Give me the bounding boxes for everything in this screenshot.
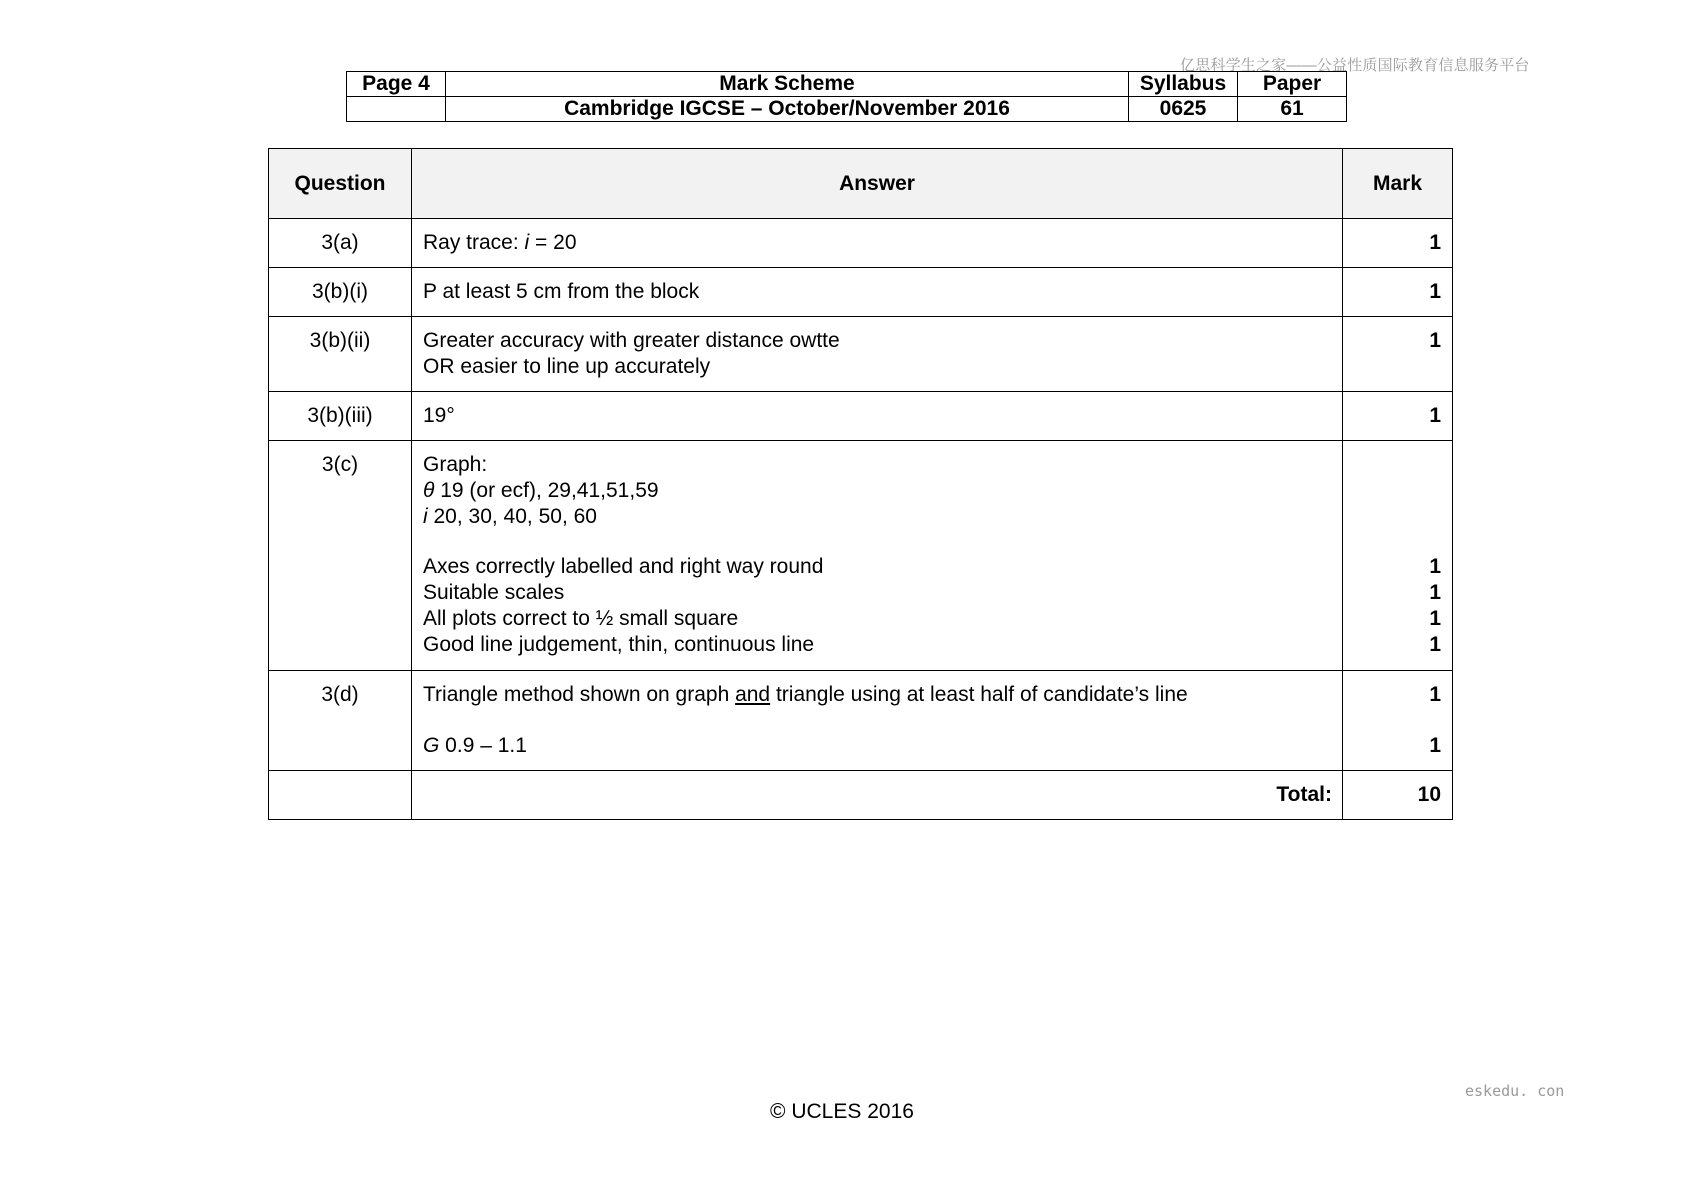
question-cell: 3(b)(ii) bbox=[269, 317, 412, 392]
header-table bbox=[346, 71, 1347, 122]
table-row bbox=[269, 671, 1453, 771]
mark-cell: 1 bbox=[1343, 268, 1453, 317]
answer-cell bbox=[412, 441, 1343, 671]
i-symbol: i bbox=[423, 505, 428, 528]
total-value: 10 bbox=[1343, 771, 1453, 820]
answer-line bbox=[423, 682, 1332, 708]
mark-value: 1 bbox=[1429, 555, 1441, 578]
answer-line: Greater accuracy with greater distance owtte bbox=[423, 329, 840, 352]
criterion-line: Good line judgement, thin, continuous line bbox=[423, 633, 815, 656]
header-paper-value: 61 bbox=[1238, 97, 1347, 122]
total-label: Total: bbox=[412, 771, 1343, 820]
answer-text: triangle using at least half of candidate’s line bbox=[770, 683, 1188, 706]
mark-cell bbox=[1343, 671, 1453, 771]
answer-symbol-i: i bbox=[524, 231, 530, 254]
mark-value: 1 bbox=[1429, 633, 1441, 656]
mark-value: 1 bbox=[1429, 607, 1441, 630]
mark-spacer bbox=[1343, 452, 1441, 478]
header-title: Mark Scheme bbox=[446, 72, 1129, 97]
question-cell: 3(d) bbox=[269, 671, 412, 771]
answer-text: Ray trace: bbox=[423, 231, 525, 254]
table-row bbox=[269, 441, 1453, 671]
header-syllabus-label: Syllabus bbox=[1129, 72, 1238, 97]
spacer bbox=[1343, 530, 1441, 554]
answer-cell bbox=[412, 219, 1343, 268]
header-empty-cell bbox=[347, 97, 446, 122]
mark-scheme-table bbox=[268, 148, 1453, 820]
theta-values: 19 (or ecf), 29,41,51,59 bbox=[434, 479, 659, 502]
spacer bbox=[423, 708, 1332, 733]
watermark-top: 亿思科学生之家——公益性质国际教育信息服务平台 bbox=[1180, 57, 1530, 74]
mark-cell: 1 bbox=[1343, 317, 1453, 392]
header-paper-label: Paper bbox=[1238, 72, 1347, 97]
spacer bbox=[1343, 708, 1441, 733]
table-header-row bbox=[269, 149, 1453, 219]
answer-cell: 19° bbox=[412, 392, 1343, 441]
answer-line bbox=[423, 733, 1332, 759]
criterion-line: All plots correct to ½ small square bbox=[423, 607, 739, 630]
criterion-line: Axes correctly labelled and right way round bbox=[423, 555, 824, 578]
answer-text: = 20 bbox=[529, 231, 577, 254]
answer-cell: P at least 5 cm from the block bbox=[412, 268, 1343, 317]
mark-cell: 1 bbox=[1343, 392, 1453, 441]
mark-cell bbox=[1343, 441, 1453, 671]
copyright-text: © UCLES 2016 bbox=[770, 1100, 914, 1123]
column-header-answer: Answer bbox=[412, 149, 1343, 219]
question-cell: 3(c) bbox=[269, 441, 412, 671]
table-row bbox=[269, 317, 1453, 392]
answer-cell bbox=[412, 671, 1343, 771]
answer-underlined-word: and bbox=[735, 683, 771, 706]
table-row bbox=[269, 268, 1453, 317]
question-cell: 3(a) bbox=[269, 219, 412, 268]
question-cell: 3(b)(i) bbox=[269, 268, 412, 317]
g-value: 0.9 – 1.1 bbox=[439, 734, 527, 757]
column-header-question: Question bbox=[269, 149, 412, 219]
theta-values-line bbox=[423, 478, 1332, 504]
header-syllabus-value: 0625 bbox=[1129, 97, 1238, 122]
header-page: Page 4 bbox=[347, 72, 446, 97]
i-values-line bbox=[423, 504, 1332, 530]
g-symbol: G bbox=[423, 734, 440, 757]
mark-value: 1 bbox=[1429, 734, 1441, 757]
total-row bbox=[269, 771, 1453, 820]
footer bbox=[0, 1100, 1684, 1124]
criterion-line: Suitable scales bbox=[423, 581, 565, 604]
question-cell: 3(b)(iii) bbox=[269, 392, 412, 441]
graph-label: Graph: bbox=[423, 453, 488, 476]
table-row bbox=[269, 392, 1453, 441]
answer-text: Triangle method shown on graph bbox=[423, 683, 736, 706]
column-header-mark: Mark bbox=[1343, 149, 1453, 219]
mark-cell: 1 bbox=[1343, 219, 1453, 268]
spacer bbox=[423, 530, 1332, 554]
mark-spacer bbox=[1343, 504, 1441, 530]
header-subtitle: Cambridge IGCSE – October/November 2016 bbox=[446, 97, 1129, 122]
i-values: 20, 30, 40, 50, 60 bbox=[427, 505, 597, 528]
total-empty-cell bbox=[269, 771, 412, 820]
watermark-bottom: eskedu. con bbox=[1465, 1082, 1565, 1100]
theta-symbol: θ bbox=[423, 479, 435, 502]
mark-spacer bbox=[1343, 478, 1441, 504]
answer-cell bbox=[412, 317, 1343, 392]
mark-value: 1 bbox=[1429, 683, 1441, 706]
mark-value: 1 bbox=[1429, 581, 1441, 604]
answer-line: OR easier to line up accurately bbox=[423, 355, 711, 378]
table-row bbox=[269, 219, 1453, 268]
